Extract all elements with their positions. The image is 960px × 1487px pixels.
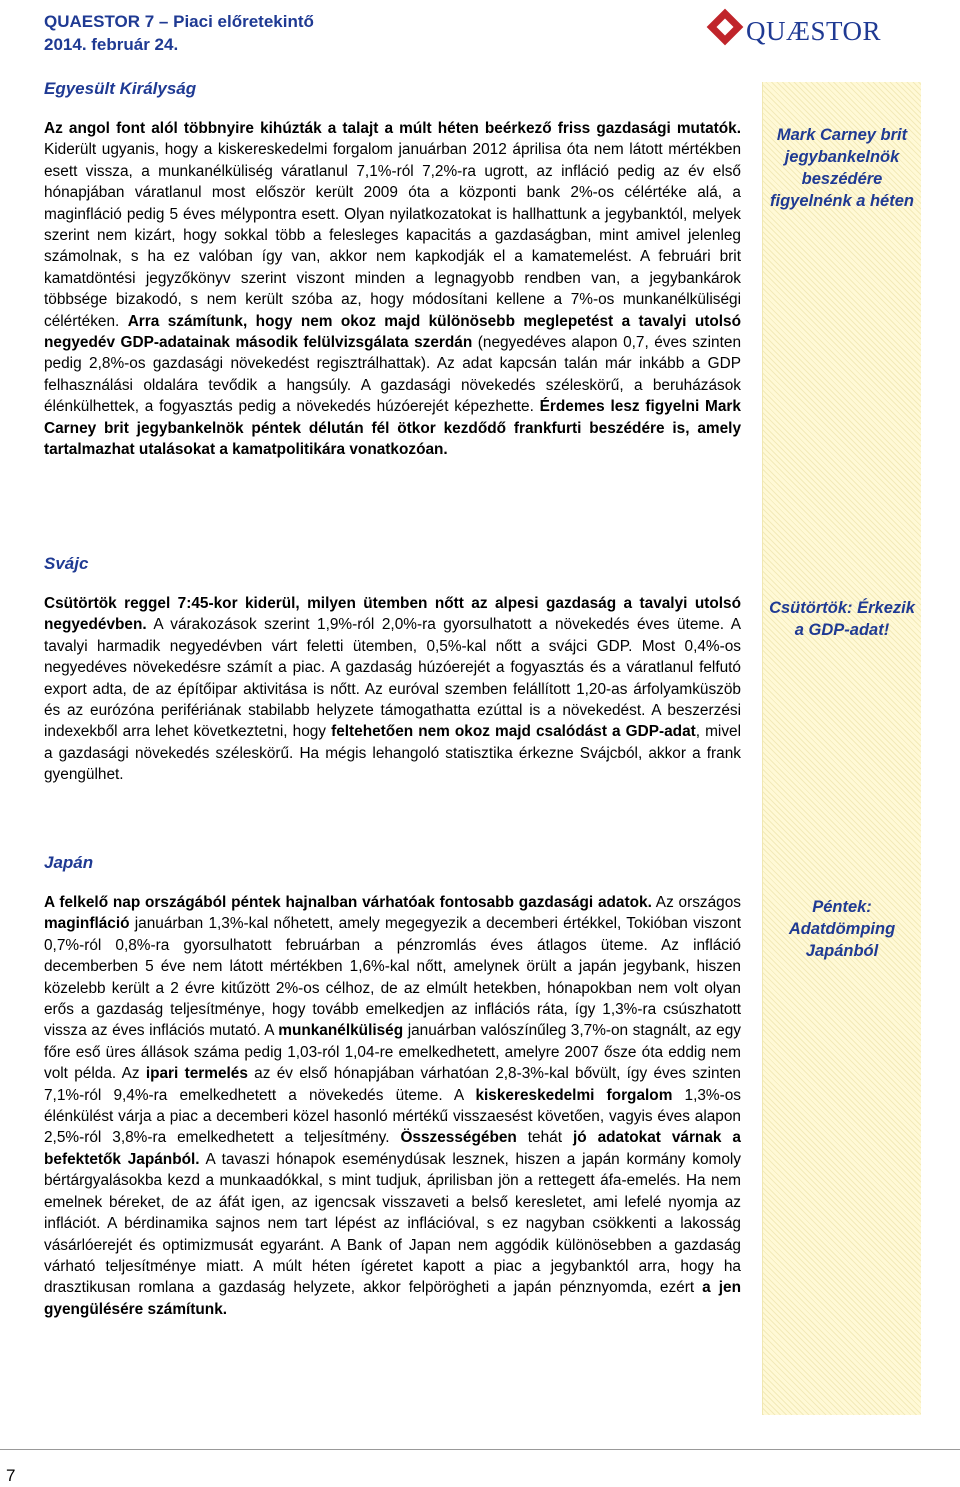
- bold-text-segment: ipari termelés: [145, 1065, 248, 1083]
- bold-text-segment: Érdemes lesz figyelni Mark Carney brit jegybankelnök péntek délután fél ötkor kezdődő frankfurti beszédére is, amely tartalmazhat utalásokat a kamatpolitikára vonatkozóan.: [44, 398, 741, 459]
- text-segment: januárban 1,3%-kal nőhetett, amely megegyezik a decemberi értékkel, Tokióban viszont 0,7%-ról 0,8%-ra gyorsulhatott februárban a pénzromlás éves átlagos üteme. Az infláció decemberben 5 éve nem látott mértékben 1,6%-kal nőtt, amelynek örült a japán jegybank, hiszen közelebb került a 2 évre kitűzött 2%-os célhoz, de az elmúlt hetekben, hónapokban nem volt olyan erős a gazdaság teljesítménye, hogy tovább emelkedjen az inflációs ráta, így 1,3%-ra csúszhatott vissza az éves inflációs mutató. A: [44, 915, 741, 1040]
- logo-mark-icon: [704, 6, 748, 50]
- section-body-uk: [44, 118, 741, 461]
- section-heading-ch: Svájc: [44, 554, 89, 573]
- bold-text-segment: Arra számítunk, hogy nem okoz majd különösebb meglepetést a tavalyi utolsó negyedév GDP-adatainak második felülvizsgálata szerdán: [44, 312, 742, 352]
- text-segment: tehát: [516, 1129, 573, 1147]
- logo-text: QUÆSTOR: [746, 16, 882, 46]
- footer-divider: [0, 1449, 960, 1450]
- company-logo: [704, 6, 904, 50]
- report-title: QUAESTOR 7 – Piaci előretekintő: [44, 12, 314, 31]
- bold-text-segment: Az angol font alól többnyire kihúzták a talajt a múlt héten beérkező friss gazdasági mutatók.: [44, 120, 741, 137]
- side-note-ch: Csütörtök: Érkezik a GDP-adat!: [769, 599, 915, 639]
- section-heading-jp: Japán: [44, 853, 94, 872]
- bold-text-segment: kiskereskedelmi forgalom: [475, 1086, 673, 1104]
- section-body-jp: [44, 892, 741, 1320]
- text-segment: A várakozások szerint 1,9%-ról 2,0%-ra gyorsulhatott a növekedés éves üteme. A tavalyi harmadik negyedévben várt feletti ütemben, 0,5%-kal nőtt a svájci GDP. Most 0,4%-os negyedéves növekedésre számít a piac. A gazdaság húzóerejét a fogyasztás és a váratlanul felfutó export adta, de az építőipar aktivitása is nőtt. Az euróval szemben felállított 1,20-as árfolyamküszöb és az eurózóna perifériának stabilabb helyzete támogathatta ezúttal is a növekedést. A beszerzési indexekből arra lehet következtetni, hogy: [44, 616, 741, 741]
- text-segment: (negyedéves alapon 0,7, éves szinten pedig 2,8%-os gazdasági növekedést regisztrálhattak). Az adat kapcsán talán már inkább a GDP felhasználási oldalára tevődik a hangsúly. A gazdasági növekedés széleskörű, a beruházások élénkülhettek, a fogyasztás pedig a növekedés húzóerejét képezhette.: [44, 334, 742, 416]
- bold-text-segment: jó adatokat várnak a befektetők Japánból.: [44, 1129, 741, 1168]
- side-note-uk: Mark Carney brit jegybankelnök beszédére figyelnénk a héten: [770, 126, 914, 210]
- text-segment: januárban valószínűleg 3,7%-on stagnált, az egy főre eső üres állások száma pedig 1,03-ról 1,04-re emelkedhetett, amelyre 2007 ősze óta eddig nem volt példa. Az: [44, 1022, 741, 1083]
- text-segment: Kiderült ugyanis, hogy a kiskereskedelmi forgalom januárban 2012 áprilisa óta nem látott mértékben esett vissza, a munkanélküliség váratlanul 7,1%-ról 7,2%-ra ugrott, az infláció pedig az év első hónapjában váratlanul most először került 2009 óta a központi bank 2%-os célértéke alá, a maginfláció pedig 5 éves mélypontra esett. Olyan nyilatkozatokat is hallhattunk a jegybanktól, melyek szerint nem kizárt, hogy sokkal több a felesleges kapacitás a gazdaságban, mint amivel jelenleg számolnak, s ha ez valóban így van, akkor nem kapkodják el a kamatemelést. A februári brit kamatdöntési jegyzőkönyv szerint viszont minden a legnagyobb rendben van, a jegybankárok többsége bizakodó, s nem került szóba az, hogy módosítani kellene a 7%-os munkanélküliségi célértéken.: [44, 141, 741, 330]
- sidebar-notes: [762, 82, 921, 1415]
- bold-text-segment: Összességében: [400, 1129, 517, 1147]
- bold-text-segment: munkanélküliség: [278, 1022, 404, 1040]
- section-body-ch: [44, 593, 741, 786]
- side-note-jp: Péntek: Adatdömping Japánból: [788, 898, 896, 960]
- bold-text-segment: a jen gyengülésére számítunk.: [44, 1279, 741, 1318]
- text-segment: , mivel a gazdasági növekedés széleskörű. Ha mégis lehangoló statisztika érkezne Svájcból, akkor a frank gyengülhet.: [44, 723, 742, 784]
- page-number: 7: [6, 1466, 16, 1485]
- bold-text-segment: A felkelő nap országából péntek hajnalban várhatóak fontosabb gazdasági adatok.: [44, 894, 652, 911]
- text-segment: A tavaszi hónapok eseménydúsak lesznek, hiszen a japán kormány komoly bértárgyalásokba kezd a munkaadókkal, s mint tudjuk, áprilisban jön a rettegett áfa-emelés. Ha nem emelnek béreket, de az áfát igen, az igencsak visszaveti a belső keresletet, ami lefelé nyomja az inflációt. A bérdinamika sajnos nem tart lépést az inflációval, s ez nagyban csökkenti a lakosság vásárlóerejét és optimizmusát egyaránt. A Bank of Japan nem aggódik különösebben a gazdaság várható teljesítménye miatt. A múlt héten ígéretet kapott a piac a jegybanktól arra, hogy ha drasztikusan romlana a gazdaság helyzete, akkor felpörögheti a japán pénznyomda, ezért: [44, 1150, 741, 1297]
- bold-text-segment: Csütörtök reggel 7:45-kor kiderül, milyen ütemben nőtt az alpesi gazdaság a tavalyi utolsó negyedévben.: [44, 595, 741, 634]
- bold-text-segment: maginfláció: [44, 915, 130, 933]
- bold-text-segment: feltehetően nem okoz majd csalódást a GDP-adat: [331, 723, 696, 741]
- section-heading-uk: Egyesült Királyság: [44, 79, 197, 98]
- text-segment: Az országos: [651, 894, 742, 911]
- text-segment: az év első hónapjában várhatóan 2,8-3%-kal bővült, így éves szinten 7,1%-ról 9,4%-ra emelkedhetett a növekedés üteme. A: [44, 1065, 741, 1104]
- text-segment: 1,3%-os élénkülést várja a piac a decemberi közel hasonló mértékű visszaesést követően, vagyis éves alapon 2,5%-ról 3,8%-ra emelkedhetett a teljesítmény.: [44, 1086, 741, 1147]
- report-date: 2014. február 24.: [44, 35, 179, 54]
